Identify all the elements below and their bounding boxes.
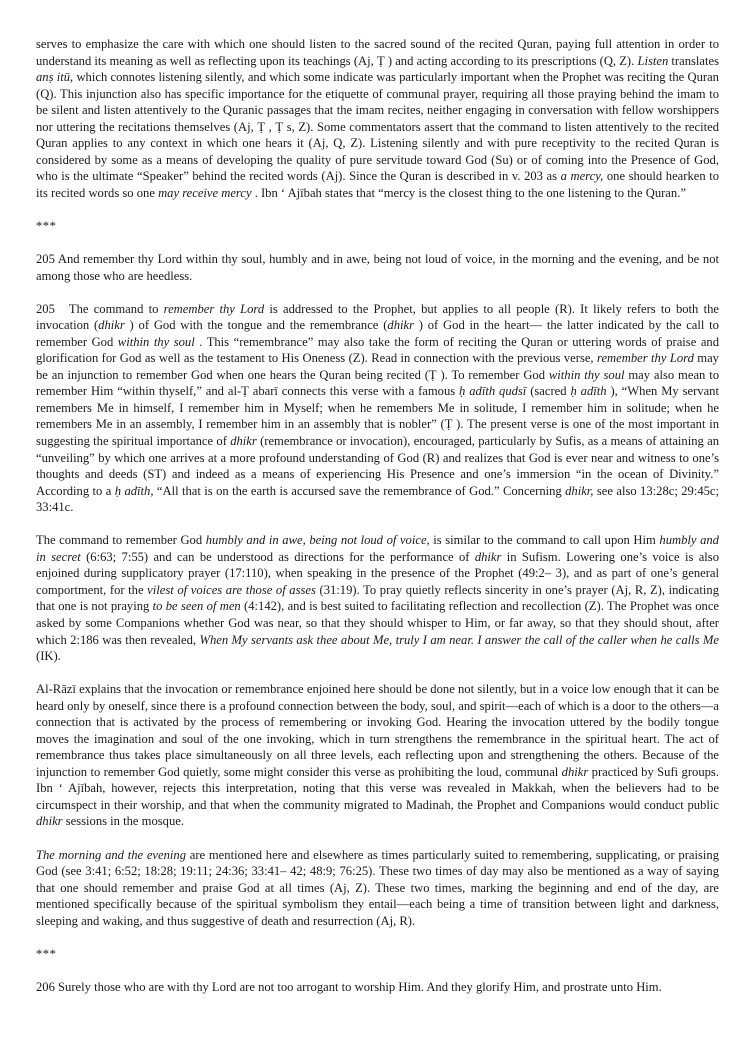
body-text-run: may be an injunction to remember God when one hears the Quran being recited (Ṭ ). To remember God	[36, 351, 719, 382]
body-text-run: (31:19). To pray quietly reflects sincerity in one’s prayer (Aj, R, Z), indicating that one is not praying	[36, 582, 719, 614]
emphasis-text: a mercy,	[560, 169, 604, 184]
emphasis-text: dhikr,	[565, 483, 594, 498]
emphasis-text: anṣ itū,	[36, 70, 74, 85]
body-text-run: (6:63; 7:55) and can be understood as directions for the performance of	[80, 549, 475, 564]
body-text-run: in Sufism. Lowering one’s voice is also enjoined during supplicatory prayer (17:110), when speaking in the presence of the Prophet (49:2– 3), and as part of one’s general comportment, for the	[36, 549, 719, 597]
emphasis-text: may receive mercy	[158, 185, 252, 200]
body-text-run: sessions in the mosque.	[62, 814, 184, 829]
body-text-run: ) of God with the tongue and the remembrance (	[124, 318, 388, 333]
commentary-paragraph	[36, 681, 719, 830]
emphasis-text: humbly and in awe, being not loud of voice,	[205, 533, 430, 548]
emphasis-text: vilest of voices are those of asses	[147, 582, 316, 597]
page-content	[36, 36, 719, 995]
body-text-run: 206 Surely those who are with thy Lord are not too arrogant to worship Him. And they glorify Him, and prostrate unto Him.	[36, 979, 662, 994]
emphasis-text: dhikr	[98, 318, 125, 333]
body-text-run: 205	[36, 301, 55, 316]
body-text-run: one should hearken to its recited words so one	[36, 169, 720, 200]
body-text-run: (sacred	[526, 384, 571, 399]
body-text-run: Al-Rāzī explains that the invocation or remembrance enjoined here should be done not silently, but in a voice low enough that it can be heard only by oneself, since there is a profound connection between the body, soul, and spirit—each of which is a door to the others—a connection that is activated by the process of remembering or invoking God. Hearing the invocation uttered by the bodily tongue moves the imagination and soul of the one invoking, which in turn strengthens the remembrance in the spiritual heart. The act of remembrance thus takes place simultaneously on all three levels, each reflecting upon and strengthening the others. Because of the injunction to remember God quietly, some might consider this verse as prohibiting the loud, communal	[36, 682, 719, 779]
verse-translation	[36, 979, 719, 996]
emphasis-text: dhikr	[36, 814, 63, 829]
body-text-run: “All that is on the earth is accursed save the remembrance of God.” Concerning	[153, 483, 566, 498]
commentary-paragraph	[36, 36, 719, 201]
body-text-run: may also mean to remember Him “within thyself,” and al-Ṭ abarī connects this verse with a famous	[36, 367, 719, 399]
body-text-run: are mentioned here and elsewhere as times particularly suited to remembering, supplicating, or praising God (see 3:41; 6:52; 18:28; 19:11; 24:36; 33:41– 42; 48:9; 76:25). These two times of day may also be mentioned as a way of saying that one should remember and praise God at all times (Aj, Z). These two times, marking the beginning and end of the day, are mentioned specifically because of the spiritual symbolism they entail—each being a time of transition between light and darkness, sleeping and waking, and thus suggestive of death and resurrection (Aj, R).	[36, 847, 719, 928]
emphasis-text: within thy soul	[117, 334, 195, 349]
section-separator: ***	[36, 946, 57, 961]
body-text-run: serves to emphasize the care with which one should listen to the sacred sound of the recited Quran, paying full attention in order to understand its meaning as well as reflecting upon its teachings (Aj, Ṭ ) and acting according to its prescriptions (Q, Z).	[36, 37, 719, 68]
body-text-run: which connotes listening silently, and which some indicate was particularly important when the Prophet was reciting the Quran (Q). This injunction also has specific importance for the etiquette of communal prayer, requiring all those praying behind the imam to be silent and listen attentively to the Quranic passages that the imam recites, neither engaging in conversation with fellow worshippers nor uttering the recitations themselves (Aj, Ṭ , Ṭ s, Z). Some commentators assert that the command to listen attentively to the recited Quran applies to any context in which one hears it (Aj, Q, Z). Listening silently and with pure receptivity to the recited Quran is considered by some as a means of developing the quality of pure servitude toward God (Su) or of coming into the Presence of God, who is the ultimate “Speaker” behind the recited words (Aj). Since the Quran is described in v. 203 as	[36, 70, 719, 184]
body-text-run: (4:142), and is best suited to facilitating reflection and recollection (Z). The Prophet was once asked by some Companions whether God was near, so that they should whisper to Him, or far away, so that they should shout, after which 2:186 was then revealed,	[36, 599, 719, 647]
body-text-run: The command to	[68, 301, 164, 316]
body-text-run: see also 13:28c; 29:45c; 33:41c.	[36, 483, 720, 515]
body-text-run: is addressed to the Prophet, but applies to all people (R). It likely refers to both the invocation (	[36, 301, 719, 333]
body-text-run: 205 And remember thy Lord within thy soul, humbly and in awe, being not loud of voice, in the morning and the evening, and be not among those who are heedless.	[36, 252, 719, 283]
commentary-paragraph	[36, 301, 719, 516]
emphasis-text: ḥ adīth,	[114, 483, 154, 498]
body-text-run: (remembrance or invocation), encouraged, particularly by Sufis, as a means of attaining an “unveiling” by which one arrives at a more profound understanding of God (R) and realizes that God is ever near and witness to one’s thoughts and deeds (ST) and indeed as a means of experiencing His Presence and one’s immersion “in the ocean of Divinity.” According to a	[36, 433, 719, 498]
body-text-run: practiced by Sufi groups. Ibn ʻ Ajībah, however, rejects this interpretation, noting that this verse was revealed in Makkah, when the believers had to be circumspect in their worship, and that when the community migrated to Madinah, the Prophet and Companions would conduct public	[36, 764, 719, 812]
emphasis-text: remember thy Lord	[163, 301, 265, 316]
emphasis-text: ḥ adīth	[570, 384, 607, 399]
emphasis-text: remember thy Lord	[597, 351, 694, 366]
emphasis-text: The morning and the evening	[36, 847, 187, 862]
emphasis-text: dhikr	[474, 549, 502, 564]
body-text-run: . This “remembrance” may also take the form of reciting the Quran or uttering words of praise and glorification for God as well as the testament to His Oneness (Z). Read in connection with the previous verse,	[36, 334, 720, 366]
body-text-run: The command to remember God	[36, 533, 206, 548]
emphasis-text: within thy soul	[548, 367, 625, 382]
emphasis-text: Listen	[637, 53, 669, 68]
section-separator: ***	[36, 218, 57, 233]
commentary-paragraph	[36, 532, 719, 664]
verse-translation	[36, 251, 719, 284]
emphasis-text: humbly and in secret	[36, 533, 719, 564]
emphasis-text: dhikr	[561, 764, 589, 779]
emphasis-text: dhikr	[230, 433, 257, 448]
commentary-paragraph	[36, 847, 719, 930]
emphasis-text: dhikr	[387, 318, 414, 333]
body-text-run: ) of God in the heart— the latter indicated by the call to remember God	[36, 318, 719, 349]
body-text-run: . Ibn ʻ Ajībah states that “mercy is the closest thing to the one listening to the Quran.”	[251, 185, 686, 200]
body-text-run: is similar to the command to call upon Him	[429, 533, 660, 548]
emphasis-text: When My servants ask thee about Me, truly I am near. I answer the call of the caller when he calls Me	[199, 632, 719, 647]
body-text-run: (IK).	[36, 649, 61, 664]
body-text-run: ), “When My servant remembers Me in himself, I remember him in Myself; when he remembers Me in solitude, I remember him in solitude; when he remembers Me in an assembly, I remember him in an assembly that is nobler” (Ṭ ). The present verse is one of the most important in suggesting the spiritual importance of	[36, 384, 719, 448]
emphasis-text: to be seen of men	[152, 599, 241, 614]
emphasis-text: ḥ adīth qudsī	[459, 384, 527, 399]
body-text-run: translates	[668, 53, 719, 68]
